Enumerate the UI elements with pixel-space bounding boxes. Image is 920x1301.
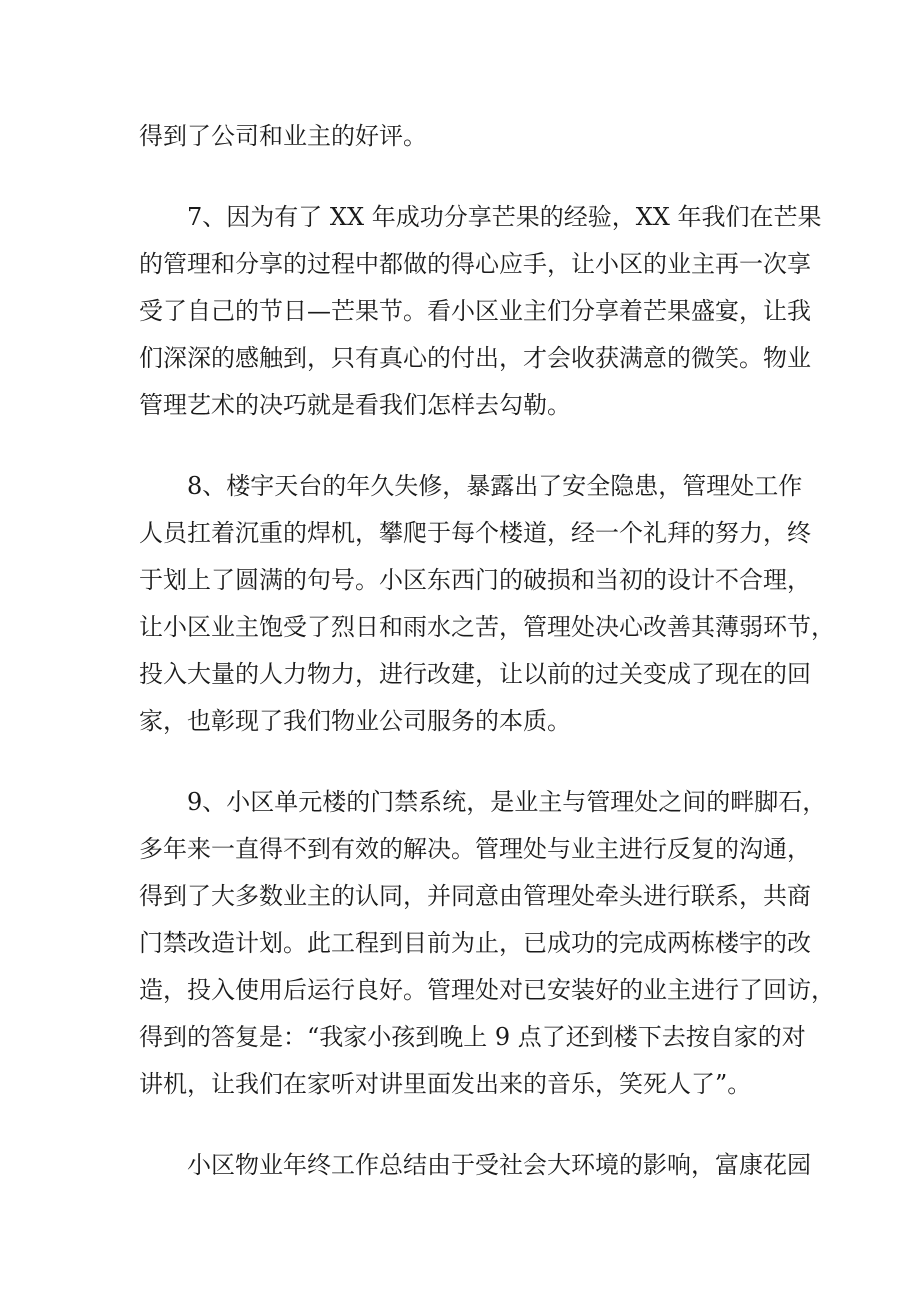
paragraph-9-line-7: 讲机，让我们在家听对讲里面发出来的音乐，笑死人了”。 <box>139 1070 752 1098</box>
paragraph-9-line-3: 得到了大多数业主的认同，并同意由管理处牵头进行联系，共商 <box>139 882 811 910</box>
paragraph-9-line-6: 得到的答复是：“我家小孩到晚上 9 点了还到楼下去按自家的对 <box>139 1023 806 1051</box>
paragraph-7-line-4: 们深深的感触到，只有真心的付出，才会收获满意的微笑。物业 <box>139 344 811 372</box>
paragraph-7-line-1: 7、因为有了 XX 年成功分享芒果的经验，XX 年我们在芒果 <box>187 203 822 231</box>
paragraph-summary-line-1: 小区物业年终工作总结由于受社会大环境的影响，富康花园 <box>187 1151 811 1179</box>
paragraph-intro-line-1: 得到了公司和业主的好评。 <box>139 122 427 150</box>
paragraph-8-line-2: 人员扛着沉重的焊机，攀爬于每个楼道，经一个礼拜的努力，终 <box>139 519 811 547</box>
paragraph-8-line-4: 让小区业主饱受了烈日和雨水之苦，管理处决心改善其薄弱环节， <box>139 613 835 641</box>
paragraph-8-line-3: 于划上了圆满的句号。小区东西门的破损和当初的设计不合理， <box>139 566 811 594</box>
paragraph-8-line-1: 8、楼宇天台的年久失修，暴露出了安全隐患，管理处工作 <box>187 472 803 500</box>
paragraph-9-line-2: 多年来一直得不到有效的解决。管理处与业主进行反复的沟通， <box>139 835 811 863</box>
paragraph-9-line-5: 造，投入使用后运行良好。管理处对已安装好的业主进行了回访， <box>139 976 835 1004</box>
paragraph-9-line-1: 9、小区单元楼的门禁系统，是业主与管理处之间的畔脚石， <box>187 788 827 816</box>
paragraph-7-line-2: 的管理和分享的过程中都做的得心应手，让小区的业主再一次享 <box>139 250 811 278</box>
paragraph-9-line-4: 门禁改造计划。此工程到目前为止，已成功的完成两栋楼宇的改 <box>139 929 811 957</box>
paragraph-7-line-3: 受了自己的节日—芒果节。看小区业主们分享着芒果盛宴，让我 <box>139 297 811 325</box>
paragraph-7-line-5: 管理艺术的决巧就是看我们怎样去勾勒。 <box>139 391 571 419</box>
paragraph-8-line-6: 家，也彰现了我们物业公司服务的本质。 <box>139 707 571 735</box>
paragraph-8-line-5: 投入大量的人力物力，进行改建，让以前的过关变成了现在的回 <box>139 660 811 688</box>
